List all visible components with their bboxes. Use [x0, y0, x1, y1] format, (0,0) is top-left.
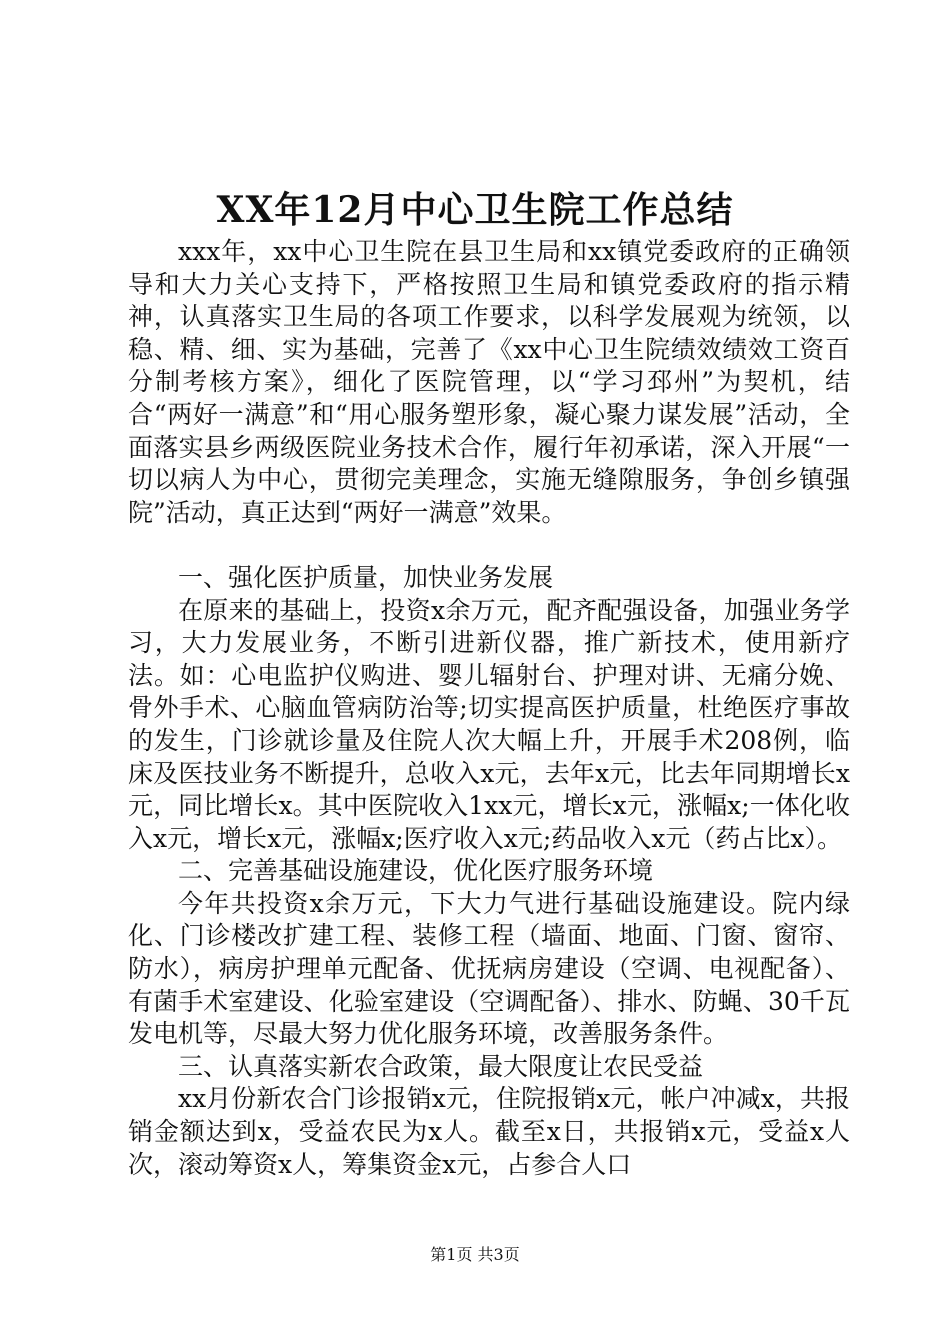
document-body: [128, 236, 850, 1181]
intro-paragraph: xxx年，xx中心卫生院在县卫生局和xx镇党委政府的正确领导和大力关心支持下，严格按照卫生局和镇党委政府的指示精神，认真落实卫生局的各项工作要求，以科学发展观为统领，以稳、精、细、实为基础，完善了《xx中心卫生院绩效绩效工资百分制考核方案》，细化了医院管理，以“学习邳州”为契机，结合“两好一满意”和“用心服务塑形象，凝心聚力谋发展”活动，全面落实县乡两级医院业务技术合作，履行年初承诺，深入开展“一切以病人为中心，贯彻完美理念，实施无缝隙服务，争创乡镇强院”活动，真正达到“两好一满意”效果。: [128, 237, 850, 527]
document-title: XX年12月中心卫生院工作总结: [216, 189, 734, 231]
section-body-2: 今年共投资x余万元，下大力气进行基础设施建设。院内绿化、门诊楼改扩建工程、装修工程（墙面、地面、门窗、窗帘、防水），病房护理单元配备、优抚病房建设（空调、电视配备）、有菌手术室建设、化验室建设（空调配备）、排水、防蝇、30千瓦发电机等，尽最大努力优化服务环境，改善服务条件。: [128, 888, 850, 1049]
section-heading-3: 三、认真落实新农合政策，最大限度让农民受益: [178, 1051, 704, 1081]
section-body-1: 在原来的基础上，投资x余万元，配齐配强设备，加强业务学习，大力发展业务，不断引进新仪器，推广新技术，使用新疗法。如：心电监护仪购进、婴儿辐射台、护理对讲、无痛分娩、骨外手术、心脑血管病防治等;切实提高医护质量，杜绝医疗事故的发生，门诊就诊量及住院人次大幅上升，开展手术208例，临床及医技业务不断提升，总收入x元，去年x元，比去年同期增长x元，同比增长x。其中医院收入1xx元，增长x元，涨幅x;一体化收入x元，增长x元，涨幅x;医疗收入x元;药品收入x元（药占比x）。: [128, 595, 850, 853]
section-body-3: xx月份新农合门诊报销x元，住院报销x元，帐户冲减x，共报销金额达到x，受益农民为x人。截至x日，共报销x元，受益x人次，滚动筹资x人，筹集资金x元，占参合人口: [128, 1084, 850, 1179]
section-heading-2: 二、完善基础设施建设，优化医疗服务环境: [178, 856, 654, 886]
section-heading-1: 一、强化医护质量，加快业务发展: [178, 562, 554, 592]
page-footer: 第1页 共3页: [430, 1245, 520, 1264]
